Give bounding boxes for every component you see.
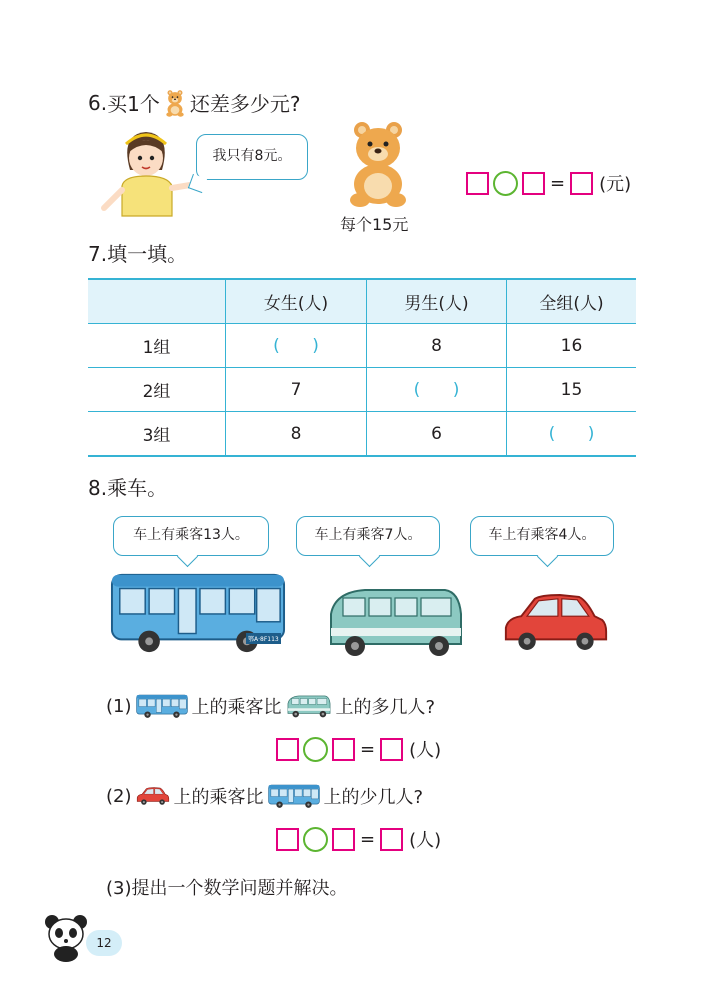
q8-sub3: (3)提出一个数学问题并解决。 <box>106 878 348 899</box>
sub2-mid: 上的乘客比 <box>173 787 264 808</box>
q8-sub2 <box>106 782 423 810</box>
unit-label: (元) <box>599 174 632 195</box>
q7-title: 7.填一填。 <box>88 242 188 266</box>
equals-sign: = <box>360 738 376 760</box>
bus-speech-text: 车上有乘客13人。 <box>133 527 249 543</box>
table-row <box>88 324 636 368</box>
q6-speech-text: 我只有8元。 <box>212 148 292 164</box>
panda-icon <box>42 912 92 962</box>
answer-box[interactable] <box>380 738 403 761</box>
q8-sub2-formula <box>276 826 441 852</box>
bear-small-icon <box>163 89 187 117</box>
table-cell: 6 <box>367 412 507 457</box>
q7-table <box>88 278 636 457</box>
operator-circle[interactable] <box>303 827 328 852</box>
q6-title <box>88 88 300 117</box>
operator-circle[interactable] <box>493 171 518 196</box>
van-speech-text: 车上有乘客7人。 <box>314 527 422 543</box>
answer-box[interactable] <box>522 172 545 195</box>
answer-box[interactable] <box>332 828 355 851</box>
table-answer-blank[interactable]: ( ) <box>507 412 637 457</box>
sub2-number: (2) <box>106 785 132 807</box>
table-row <box>88 368 636 412</box>
sub1-end: 上的多几人? <box>335 697 436 718</box>
table-header-cell: 女生(人) <box>226 279 367 324</box>
table-row <box>88 412 636 457</box>
page-number-badge <box>86 930 122 956</box>
table-cell: 7 <box>226 368 367 412</box>
van-image <box>324 584 468 658</box>
q6-speech-bubble <box>196 134 308 180</box>
bus-small-icon <box>136 692 188 720</box>
unit-label: (人) <box>409 740 442 761</box>
answer-box[interactable] <box>332 738 355 761</box>
operator-circle[interactable] <box>303 737 328 762</box>
answer-box[interactable] <box>276 738 299 761</box>
sub2-end: 上的少几人? <box>323 787 424 808</box>
table-cell: 16 <box>507 324 637 368</box>
q6-title-pre: 买1个 <box>107 92 160 116</box>
answer-box[interactable] <box>276 828 299 851</box>
unit-label: (人) <box>409 830 442 851</box>
q8-title: 8.乘车。 <box>88 476 168 500</box>
table-cell: 8 <box>367 324 507 368</box>
table-cell: 8 <box>226 412 367 457</box>
table-header-cell: 全组(人) <box>507 279 637 324</box>
q8-sub1 <box>106 692 435 720</box>
table-answer-blank[interactable]: ( ) <box>367 368 507 412</box>
table-header-row <box>88 279 636 324</box>
table-header-cell: 男生(人) <box>367 279 507 324</box>
page-number: 12 <box>96 936 112 950</box>
equals-sign: = <box>550 172 566 194</box>
sub1-mid: 上的乘客比 <box>191 697 282 718</box>
bus-small-icon <box>268 782 320 810</box>
table-cell: 2组 <box>88 368 226 412</box>
bear-toy-image <box>340 118 416 208</box>
table-cell: 15 <box>507 368 637 412</box>
car-speech-text: 车上有乘客4人。 <box>488 527 596 543</box>
q8-sub1-formula <box>276 736 441 762</box>
q6-number: 6. <box>88 90 108 115</box>
van-small-icon <box>286 693 332 719</box>
sub1-number: (1) <box>106 695 132 717</box>
bear-price-label: 每个15元 <box>340 215 409 234</box>
table-header-cell <box>88 279 226 324</box>
equals-sign: = <box>360 828 376 850</box>
table-answer-blank[interactable]: ( ) <box>226 324 367 368</box>
answer-box[interactable] <box>380 828 403 851</box>
table-cell: 1组 <box>88 324 226 368</box>
bus-plate: 鄂A·8F113 <box>246 633 281 644</box>
q6-title-post: 还差多少元? <box>189 92 301 116</box>
answer-box[interactable] <box>570 172 593 195</box>
car-small-icon <box>136 785 170 807</box>
girl-illustration <box>100 124 200 220</box>
answer-box[interactable] <box>466 172 489 195</box>
car-image <box>502 590 610 654</box>
q6-formula <box>466 170 631 196</box>
table-cell: 3组 <box>88 412 226 457</box>
